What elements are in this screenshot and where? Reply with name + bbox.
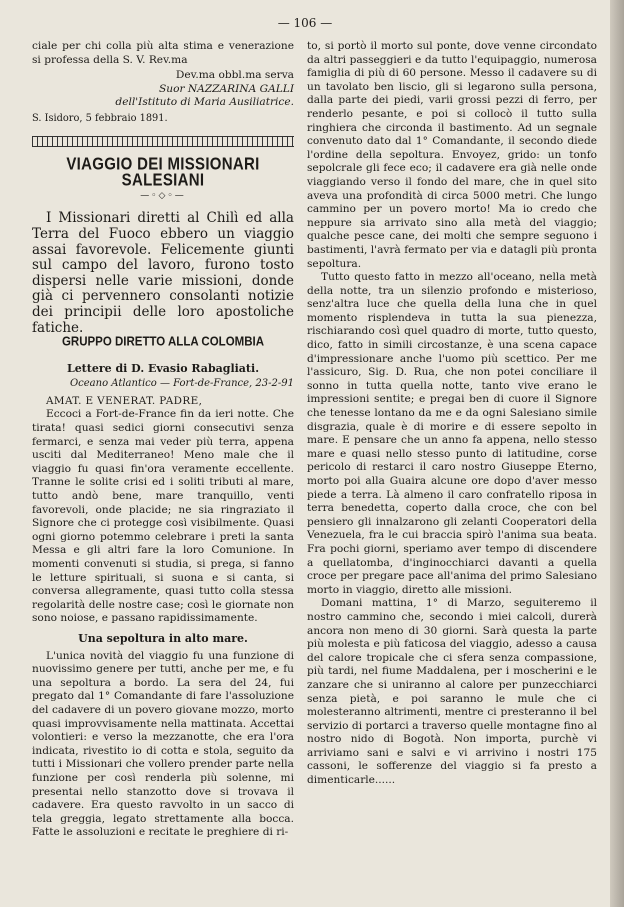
continued-letter-text: ciale per chi colla più alta stima e venerazione si professa della S. V. Rev.ma bbox=[32, 40, 294, 66]
left-column bbox=[32, 40, 294, 840]
paragraph: Domani mattina, 1° di Marzo, seguiteremo il nostro cammino che, secondo i miei calcoli, durerà ancora non meno di 30 giorni. Sarà questa la parte più molesta e più faticosa del viaggio, adesso a causa del calore tropicale che ci sfera senza compassione, più tardi, nel fiume Maddalena, per i moscherini e le zanzare che si uniranno al calore per punzecchiarci senza pietà, e poi saranno le mule che ci molesteranno altrimenti, mentre ci presteranno il bel servizio di portarci a traverso quelle montagne fino al nostro nido di Bogotà. Non importa, purchè vi arriviamo sani e salvi e vi arrivino i nostri 175 cassoni, le sofferenze del viaggio si fa presto a dimenticarle...... bbox=[307, 597, 597, 787]
group-title: GRUPPO DIRETTO ALLA COLOMBIA bbox=[61, 335, 265, 349]
section-heading: Una sepoltura in alto mare. bbox=[78, 631, 248, 645]
page-number: — 106 — bbox=[277, 16, 333, 30]
signoff-closing: Dev.ma obbl.ma serva bbox=[175, 69, 294, 82]
letter-signoff bbox=[32, 69, 294, 125]
paragraph: L'unica novità del viaggio fu una funzione di nuovissimo genere per tutti, anche per me, e fu una sepoltura a bordo. La sera del 24, fui pregato dal 1° Comandante di fare l'assoluzione del cadavere di un povero giovane mozzo, morto quasi improvvisamente nella mattinata. Accettai volontieri: e verso la mezzanotte, che era l'ora indicata, rivestito io di cotta e stola, seguito da tutti i Missionari che vollero prender parte nella funzione per così renderla più solenne, mi presentai nello stanzotto dove si trovava il cadavere. Era questo ravvolto in un sacco di tela greggia, legato strettamente alla bocca. Fatte le assoluzioni e recitate le preghiere di ri- bbox=[32, 649, 294, 839]
article-intro: I Missionari diretti al Chilì ed alla Terra del Fuoco ebbero un viaggio assai favorevole. Felicemente giunti sul campo del lavoro, furono tosto dispersi nelle varie missioni, donde già ci pervennero consolanti notizie dei principii delle loro apostoliche fatiche. bbox=[32, 210, 294, 336]
paragraph: to, si portò il morto sul ponte, dove venne circondato da altri passeggieri e da tutto l'equipaggio, numerosa famiglia di più di 60 persone. Messo il cadavere su di un tavolato ben liscio, gli si legarono sulla persona, dalla parte dei piedi, varii grossi pezzi di ferro, per renderlo pesante, e poi si collocò il tutto sulla ringhiera che circonda il bastimento. Ad un segnale convenuto dato dal 1° Comandante, il secondo diede l'ordine della sepoltura. Envoyez, grido: un tonfo sepolcrale gli fece eco; il cadavere era già nelle onde viaggiando verso il fondo del mare, che in quel sito aveva una profondità di circa 5000 metri. Che lungo cammino per un povero morto! Ma io credo che neppure sia arrivato sino alla metà del viaggio; qualche pesce cane, dei molti che sempre seguono i bastimenti, l'avrà fermato per via e datagli più pronta sepoltura. bbox=[307, 40, 597, 270]
ornamental-divider bbox=[32, 136, 294, 147]
page-edge bbox=[610, 0, 624, 907]
letter-heading: Lettere di D. Evasio Rabagliati. bbox=[66, 361, 260, 375]
signoff-institute: dell'Istituto di Maria Ausiliatrice. bbox=[115, 96, 294, 109]
right-column bbox=[307, 40, 597, 788]
signoff-place-date: S. Isidoro, 5 febbraio 1891. bbox=[32, 112, 168, 124]
article-title: VIAGGIO DEI MISSIONARI SALESIANI bbox=[66, 154, 260, 190]
letter-salutation: AMAT. E VENERAT. PADRE, bbox=[46, 394, 203, 407]
title-flourish: —◦◇◦— bbox=[140, 190, 186, 201]
paragraph: Tutto questo fatto in mezzo all'oceano, nella metà della notte, tra un silenzio profondo e misterioso, senz'altra luce che quella della luna che in quel momento risplendeva in tutta la sua pienezza, rischiarando così quel quadro di morte, tutto questo, dico, fatto in simili circostanze, è una scena capace d'impressionare anche l'uomo più scettico. Per me l'assicuro, Sig. D. Rua, che non potei conciliare il sonno in tutta quella notte, tanto vive erano le impressioni sentite; e pregai ben di cuore il Signore che tenesse lontano da me e da ogni Salesiano simile disgrazia, quale è di morire e di essere sepolto in mare. E pensare che un anno fa appena, nello stesso mare e quasi nello stesso punto di latitudine, corse pericolo di restarci il caro nostro Giuseppe Eterno, morto poi alla Guaira alcune ore dopo d'aver messo piede a terra. Là almeno il caro confratello riposa in terra benedetta, coperto dalla croce, che con bel pensiero gli innalzarono gli zelanti Cooperatori della Venezuela, fra le cui braccia spirò l'anima sua beata. Fra pochi giorni, speriamo aver tempo di discendere a quellatomba, d'inginocchiarci davanti a quella croce per pregare pace all'anima del primo Salesiano morto in viaggio, diretto alle missioni. bbox=[307, 271, 597, 596]
paragraph: Eccoci a Fort-de-France fin da ieri notte. Che tirata! quasi sedici giorni consecutivi senza fermarci, e senza mai veder più terra, appena usciti dal Mediterraneo! Meno male che il viaggio fu quasi fin'ora veramente eccellente. Tranne le solite crisi ed i soliti tributi al mare, tutto andò bene, mare tranquillo, venti favorevoli, onde placide; ne sia ringraziato il Signore che ci protegge così visibilmente. Quasi ogni giorno potemmo celebrare i preti la santa Messa e gli altri fare la loro Comunione. In momenti convenuti si studia, si prega, si fanno le letture spirituali, si suona e si canta, si conversa allegramente, quasi tutto colla stessa regolarità delle nostre case; così le giornate non sono noiose, e passano rapidissimamente. bbox=[32, 408, 294, 625]
letter-place-date: Oceano Atlantico — Fort-de-France, 23-2-91 bbox=[69, 378, 294, 390]
signoff-name: Suor NAZZARINA GALLI bbox=[159, 82, 294, 95]
